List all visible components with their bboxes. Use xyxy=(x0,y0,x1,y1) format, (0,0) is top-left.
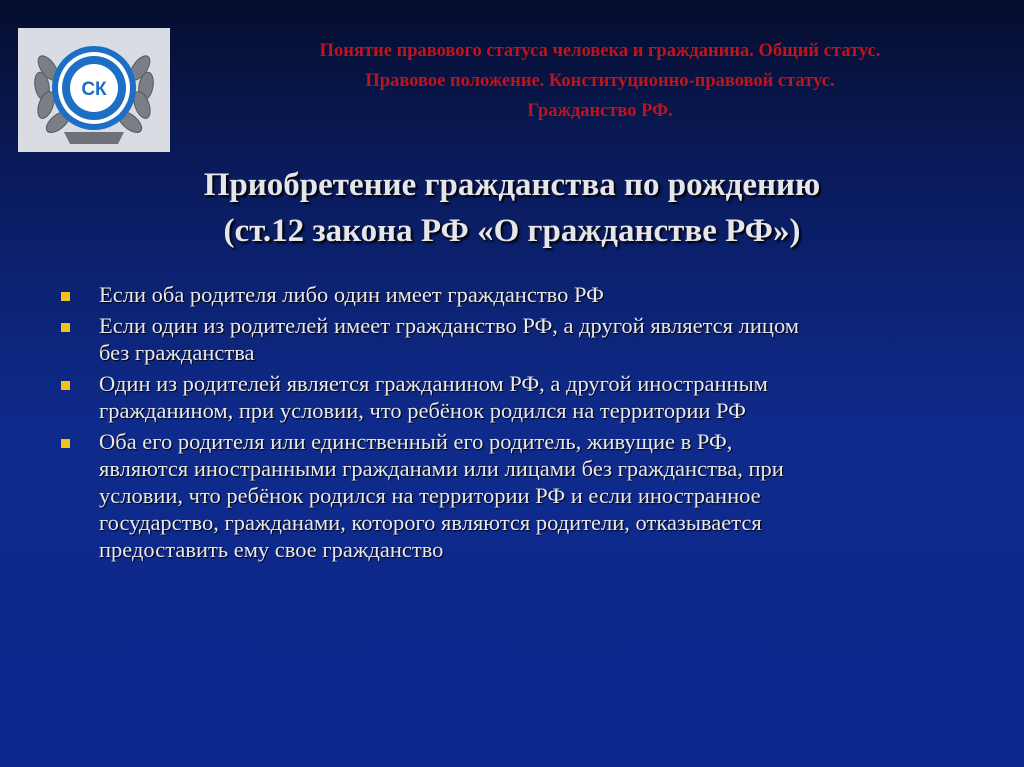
logo-text: СК xyxy=(81,79,107,100)
list-item-line: Если один из родителей имеет гражданство РФ, а другой является лицом xyxy=(99,313,800,338)
list-item xyxy=(60,428,980,563)
square-bullet-icon xyxy=(61,381,70,390)
list-item-line: государство, гражданами, которого являются родители, отказывается xyxy=(99,510,762,535)
list-item-line: предоставить ему свое гражданство xyxy=(99,537,444,562)
list-item-line: Один из родителей является гражданином РФ, а другой иностранным xyxy=(99,371,768,396)
list-item-line: Оба его родителя или единственный его родитель, живущие в РФ, xyxy=(99,429,733,454)
slide-title-line-1: Приобретение гражданства по рождению xyxy=(203,167,821,203)
list-item-line: Если оба родителя либо один имеет гражданство РФ xyxy=(99,282,604,307)
square-bullet-icon xyxy=(61,323,70,332)
logo xyxy=(18,28,170,152)
shield-emblem-icon xyxy=(18,28,170,152)
header-line-2: Правовое положение. Конституционно-правовой статус. xyxy=(365,71,835,91)
list-item-line: гражданином, при условии, что ребёнок родился на территории РФ xyxy=(99,398,746,423)
slide-title-line-2: (ст.12 закона РФ «О гражданстве РФ») xyxy=(223,213,801,249)
slide-title xyxy=(0,162,1024,254)
list-item xyxy=(60,281,980,308)
list-item-line: условии, что ребёнок родился на территории РФ и если иностранное xyxy=(99,483,761,508)
list-item-line: являются иностранными гражданами или лицами без гражданства, при xyxy=(99,456,784,481)
list-item xyxy=(60,370,980,424)
square-bullet-icon xyxy=(61,292,70,301)
bullet-list xyxy=(60,281,980,567)
list-item-line: без гражданства xyxy=(99,340,255,365)
header-line-3: Гражданство РФ. xyxy=(527,101,673,121)
header-line-1: Понятие правового статуса человека и гражданина. Общий статус. xyxy=(319,41,881,61)
square-bullet-icon xyxy=(61,439,70,448)
list-item xyxy=(60,312,980,366)
header xyxy=(190,36,1010,126)
